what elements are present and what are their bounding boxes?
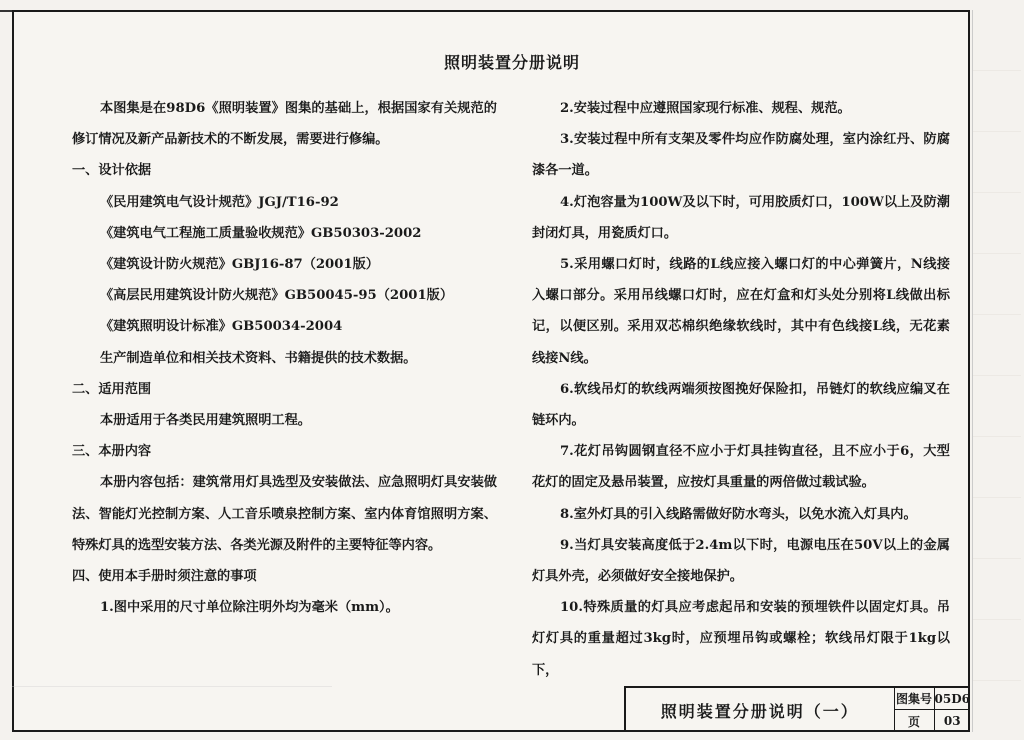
paragraph: 5.采用螺口灯时，线路的L线应接入螺口灯的中心弹簧片，N线接入螺口部分。采用吊线螺口灯时，应在灯盒和灯头处分别将L线做出标记，以便区别。采用双芯棉织绝缘软线时，其中有色线接L线，无花素线接N线。 [532,257,950,366]
paragraph: 8.室外灯具的引入线路需做好防水弯头，以免水流入灯具内。 [560,506,917,522]
paragraph: 《建筑照明设计标准》GB50034-2004 [100,319,343,335]
paragraph: 本册适用于各类民用建筑照明工程。 [100,413,311,429]
paragraph: 本图集是在98D6《照明装置》图集的基础上，根据国家有关规范的修订情况及新产品新技术的不断发展，需要进行修编。 [72,101,497,148]
section-heading: 一、设计依据 [72,163,152,179]
paragraph: 《民用建筑电气设计规范》JGJ/T16-92 [100,194,339,210]
paragraph: 2.安装过程中应遵照国家现行标准、规程、规范。 [560,101,851,116]
right-column [532,93,950,686]
title-block-name: 照明装置分册说明（一） [626,688,895,732]
page-label: 页 [895,710,935,732]
page-title: 照明装置分册说明 [443,53,580,72]
paragraph: 3.安装过程中所有支架及零件均应作防腐处理，室内涂红丹、防腐漆各一道。 [532,132,950,179]
section-heading: 二、适用范围 [72,381,152,397]
paragraph: 《建筑电气工程施工质量验收规范》GB50303-2002 [100,225,422,241]
page-number-value: 03 [943,714,961,728]
paragraph: 本册内容包括：建筑常用灯具选型及安装做法、应急照明灯具安装做法、智能灯光控制方案、人工音乐喷泉控制方案、室内体育馆照明方案、特殊灯具的选型安装方法、各类光源及附件的主要特征等内容。 [72,475,497,553]
bleed-through-block [12,686,332,733]
paragraph: 4.灯泡容量为100W及以下时，可用胶质灯口，100W以上及防潮封闭灯具，用瓷质灯口。 [532,194,950,241]
paragraph: 6.软线吊灯的软线两端须按图挽好保险扣，吊链灯的软线应编叉在链环内。 [532,381,950,429]
atlas-number-label: 图集号 [895,688,935,710]
paragraph: 生产制造单位和相关技术资料、书籍提供的技术数据。 [100,350,417,366]
paragraph: 《高层民用建筑设计防火规范》GB50045-95（2001版） [100,288,454,304]
paragraph: 10.特殊质量的灯具应考虑起吊和安装的预埋铁件以固定灯具。吊灯灯具的重量超过3kg时，应预埋吊钩或螺栓；软线吊灯限于1kg以下， [532,600,950,678]
paragraph: 《建筑设计防火规范》GBJ16-87（2001版） [100,257,379,273]
title-block-grid [895,688,970,732]
section-heading: 三、本册内容 [72,444,152,460]
atlas-number-value: 05D6 [935,688,970,710]
paragraph: 9.当灯具安装高度低于2.4m以下时，电源电压在50V以上的金属灯具外壳，必须做好安全接地保护。 [532,537,950,585]
paragraph: 1.图中采用的尺寸单位除注明外均为毫米（mm）。 [100,600,399,616]
binding-margin [972,10,1021,732]
left-column [72,93,497,623]
section-heading: 四、使用本手册时须注意的事项 [72,569,257,585]
paragraph: 7.花灯吊钩圆钢直径不应小于灯具挂钩直径，且不应小于6，大型花灯的固定及悬吊装置，应按灯具重量的两倍做过载试验。 [532,444,950,491]
corner-tick [0,10,12,12]
title-block [624,686,970,732]
